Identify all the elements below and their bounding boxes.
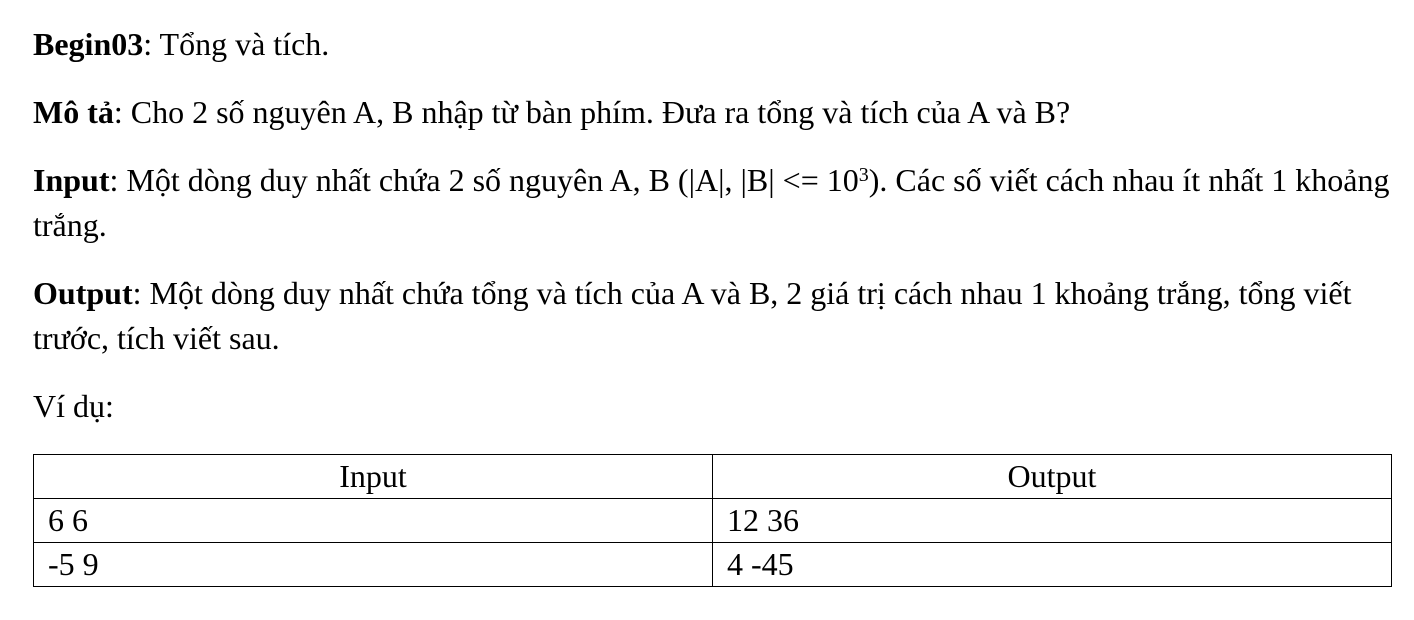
output-specification <box>33 271 1393 361</box>
description-label: Mô tả <box>33 94 114 130</box>
input-exponent: 3 <box>858 164 869 187</box>
header-input: Input <box>34 455 713 499</box>
table-row <box>34 499 1392 543</box>
example-output-cell: 4 -45 <box>713 543 1392 587</box>
problem-document <box>33 22 1393 587</box>
problem-title-text: : Tổng và tích. <box>143 26 330 62</box>
problem-code: Begin03 <box>33 26 144 62</box>
output-text: : Một dòng duy nhất chứa tổng và tích của A và B, 2 giá trị cách nhau 1 khoảng trắng, tổng viết trước, tích viết sau. <box>33 275 1352 356</box>
input-text-after: ). Các số viết cách nhau ít nhất 1 khoảng trắng. <box>33 162 1390 243</box>
input-label: Input <box>33 162 110 198</box>
input-text-before: : Một dòng duy nhất chứa 2 số nguyên A, B (|A|, |B| <= 10 <box>109 162 859 198</box>
table-header-row <box>34 455 1392 499</box>
table-row <box>34 543 1392 587</box>
description-text: : Cho 2 số nguyên A, B nhập từ bàn phím. Đưa ra tổng và tích của A và B? <box>113 94 1071 130</box>
example-input-cell: 6 6 <box>34 499 713 543</box>
examples-table <box>33 454 1392 587</box>
output-label: Output <box>33 275 133 311</box>
example-label: Ví dụ: <box>33 388 114 424</box>
header-output: Output <box>713 455 1392 499</box>
problem-title <box>33 22 1393 67</box>
input-specification <box>33 158 1393 248</box>
example-output-cell: 12 36 <box>713 499 1392 543</box>
example-input-cell: -5 9 <box>34 543 713 587</box>
problem-description <box>33 90 1393 135</box>
